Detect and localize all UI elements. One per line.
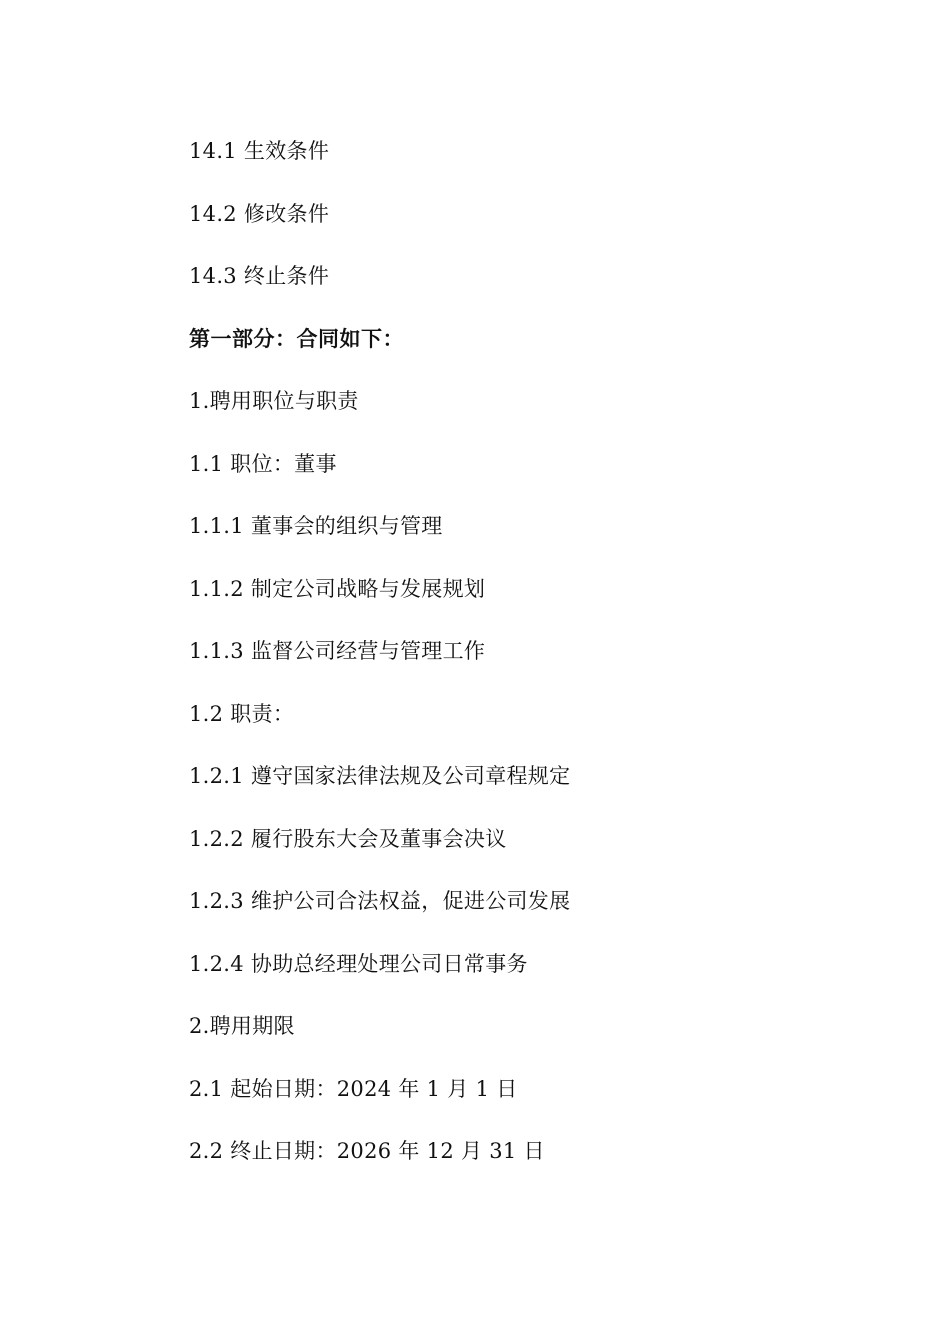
clause-1-1-2: 1.1.2 制定公司战略与发展规划 bbox=[189, 576, 486, 601]
clause-14-1: 14.1 生效条件 bbox=[189, 139, 330, 163]
clause-2-1: 2.1 起始日期：2024 年 1 月 1 日 bbox=[189, 1076, 518, 1101]
clause-1-2: 1.2 职责： bbox=[189, 701, 295, 726]
document-body bbox=[189, 134, 889, 1197]
clause-2: 2.聘用期限 bbox=[189, 1014, 295, 1038]
section-heading-part-one: 第一部分：合同如下： bbox=[189, 326, 404, 351]
clause-1-2-3: 1.2.3 维护公司合法权益，促进公司发展 bbox=[189, 889, 571, 913]
clause-1-1-3: 1.1.3 监督公司经营与管理工作 bbox=[189, 639, 486, 663]
clause-1-2-2: 1.2.2 履行股东大会及董事会决议 bbox=[189, 826, 507, 851]
clause-1-1-1: 1.1.1 董事会的组织与管理 bbox=[189, 514, 443, 538]
clause-2-2: 2.2 终止日期：2026 年 12 月 31 日 bbox=[189, 1139, 545, 1163]
clause-14-3: 14.3 终止条件 bbox=[189, 264, 330, 288]
clause-1-1: 1.1 职位：董事 bbox=[189, 451, 337, 476]
clause-1-2-1: 1.2.1 遵守国家法律法规及公司章程规定 bbox=[189, 764, 571, 788]
clause-14-2: 14.2 修改条件 bbox=[189, 201, 330, 226]
clause-1: 1.聘用职位与职责 bbox=[189, 389, 359, 413]
clause-1-2-4: 1.2.4 协助总经理处理公司日常事务 bbox=[189, 951, 528, 976]
